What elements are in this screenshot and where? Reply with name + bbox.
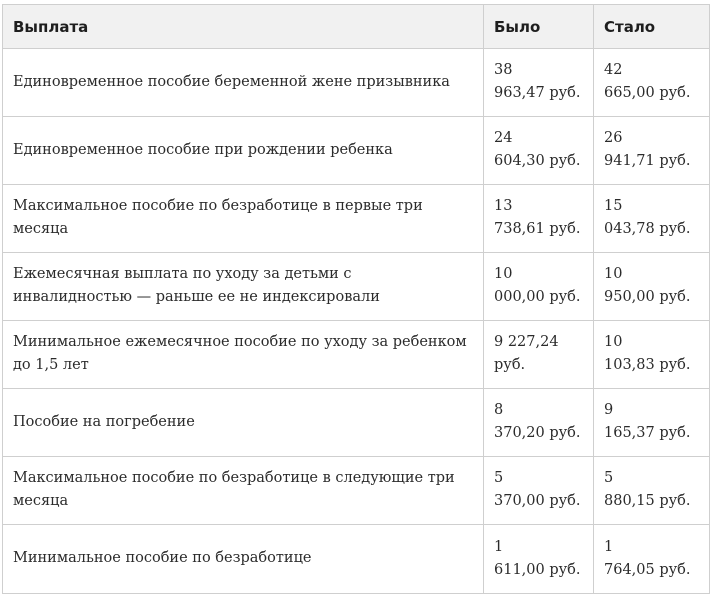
table-row (3, 253, 710, 321)
after-amount-cell: 1 764,05 руб. (594, 525, 710, 594)
before-amount-cell: 8 370,20 руб. (484, 389, 594, 457)
after-amount-cell: 26 941,71 руб. (594, 117, 710, 185)
table-row (3, 321, 710, 389)
after-amount-cell: 42 665,00 руб. (594, 49, 710, 117)
after-amount-cell: 9 165,37 руб. (594, 389, 710, 457)
header-payment: Выплата (3, 5, 484, 49)
before-amount-cell: 5 370,00 руб. (484, 457, 594, 525)
table-row (3, 525, 710, 594)
before-amount-cell: 1 611,00 руб. (484, 525, 594, 594)
after-amount-cell: 5 880,15 руб. (594, 457, 710, 525)
before-amount-cell: 10 000,00 руб. (484, 253, 594, 321)
after-amount-cell: 15 043,78 руб. (594, 185, 710, 253)
table-row (3, 49, 710, 117)
payment-cell: Единовременное пособие при рождении ребенка (3, 117, 484, 185)
payment-cell: Минимальное пособие по безработице (3, 525, 484, 594)
after-amount-cell: 10 103,83 руб. (594, 321, 710, 389)
benefits-table-container (2, 4, 709, 594)
before-amount-cell: 38 963,47 руб. (484, 49, 594, 117)
table-row (3, 185, 710, 253)
payment-cell: Максимальное пособие по безработице в следующие три месяца (3, 457, 484, 525)
before-amount-cell: 13 738,61 руб. (484, 185, 594, 253)
after-amount-cell: 10 950,00 руб. (594, 253, 710, 321)
before-amount-cell: 24 604,30 руб. (484, 117, 594, 185)
benefits-table (2, 4, 710, 594)
payment-cell: Ежемесячная выплата по уходу за детьми с инвалидностью — раньше ее не индексировали (3, 253, 484, 321)
table-row (3, 117, 710, 185)
payment-cell: Единовременное пособие беременной жене призывника (3, 49, 484, 117)
payment-cell: Пособие на погребение (3, 389, 484, 457)
table-row (3, 389, 710, 457)
payment-cell: Максимальное пособие по безработице в первые три месяца (3, 185, 484, 253)
table-row (3, 457, 710, 525)
header-after: Стало (594, 5, 710, 49)
header-before: Было (484, 5, 594, 49)
table-header-row (3, 5, 710, 49)
payment-cell: Минимальное ежемесячное пособие по уходу за ребенком до 1,5 лет (3, 321, 484, 389)
before-amount-cell: 9 227,24 руб. (484, 321, 594, 389)
